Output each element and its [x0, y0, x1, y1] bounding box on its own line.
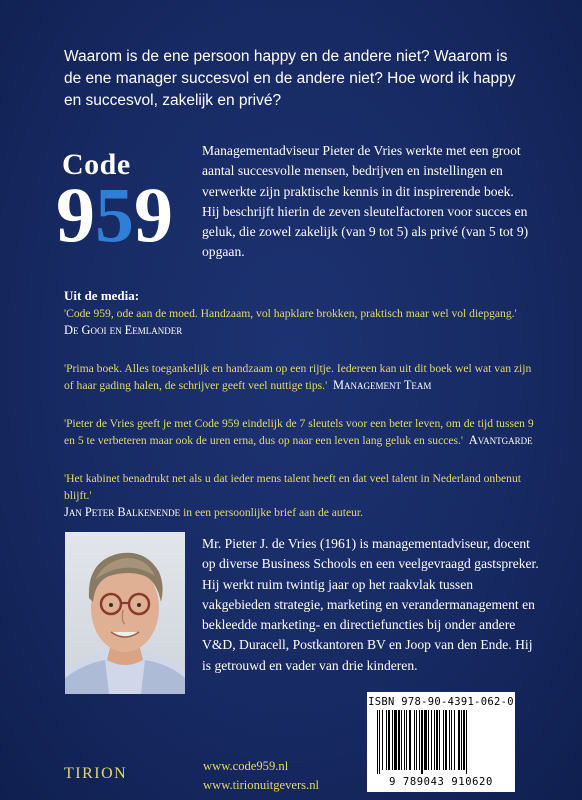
barcode-bar: [414, 710, 415, 770]
barcode-bar: [436, 710, 438, 770]
barcode-bar: [421, 710, 423, 774]
barcode-bar: [401, 710, 402, 770]
quote-text: [64, 415, 534, 449]
book-logo: [56, 148, 202, 258]
barcode-bar: [424, 710, 427, 770]
barcode-bar: [398, 710, 400, 770]
barcode-bar: [388, 710, 390, 770]
barcode-bar: [434, 710, 435, 770]
barcode-bar: [404, 710, 405, 770]
media-quote-block: [64, 305, 534, 339]
media-heading: Uit de media:: [64, 288, 140, 303]
intro-line: Waarom is de ene persoon happy en de andere niet? Waarom is: [64, 48, 508, 65]
website-links: [203, 757, 319, 795]
barcode-bar: [454, 710, 455, 770]
publisher-logo: TIRION: [64, 765, 128, 782]
barcode-bar: [382, 710, 383, 770]
quote-attribution: [64, 504, 534, 521]
barcode-bar: [392, 710, 393, 770]
logo-digit: 9: [134, 171, 173, 258]
quote-body: 'Prima boek. Alles toegankelijk en handzaam op een rijtje. Iedereen kan uit dit boek wel wat van zijn of haar gading halen, de schrijver geeft veel nuttige tips.': [64, 362, 532, 392]
logo-digit: 9: [56, 171, 95, 258]
barcode-bar: [394, 710, 397, 770]
isbn-number: ISBN 978-90-4391-062-0: [368, 696, 514, 708]
quote-source: Avantgarde: [468, 433, 533, 447]
quote-tail: in een persoonlijke brief aan de auteur.: [183, 506, 364, 519]
media-quote-block: [64, 360, 534, 394]
barcode-bar: [431, 710, 432, 770]
barcode-bar: [439, 710, 440, 770]
quote-text: 'Het kabinet benadrukt net als u dat ieder mens talent heeft en dat veel talent in Nederland onbenut blijft.': [64, 472, 521, 502]
barcode-bar: [451, 710, 452, 770]
book-description: Managementadviseur Pieter de Vries werkte met een groot aantal succesvolle mensen, bedrijven en instellingen en verwerkte zijn praktische kennis in dit inspirerende boek. Hij beschrijft hierin de zeven sleutelfactoren voor succes en geluk, die zowel zakelijk (van 9 tot 5) als privé (van 5 tot 9) opgaan.: [202, 143, 529, 260]
barcode-label: [367, 692, 515, 792]
media-quote-block: [64, 415, 534, 449]
intro-line: en succesvol, zakelijk en privé?: [64, 92, 282, 109]
barcode-bar: [409, 710, 411, 770]
barcode-bar: [386, 710, 387, 770]
barcode-bar: [449, 710, 450, 770]
quote-source: Management Team: [332, 378, 432, 392]
quote-source: Jan Peter Balkenende: [64, 505, 181, 519]
logo-number: [56, 171, 173, 258]
barcode-bar: [406, 710, 407, 770]
quote-body: 'Pieter de Vries geeft je met Code 959 eindelijk de 7 sleutels voor een beter leven, om de tijd tussen 9 en 5 te verbeteren maar ook de uren erna, dus op naar een leven lang geluk en succes.': [64, 417, 534, 447]
barcode-bar: [445, 710, 447, 770]
media-quote-block: [64, 470, 534, 521]
barcode-bar: [428, 710, 429, 770]
barcode-bar: [443, 710, 444, 770]
quote-source: De Gooi en Eemlander: [64, 323, 183, 337]
intro-text: [64, 46, 534, 112]
media-quotes: [64, 287, 534, 542]
quote-text: 'Code 959, ode aan de moed. Handzaam, vol hapklare brokken, praktisch maar wel vol diepgang.': [64, 307, 517, 320]
intro-line: de ene manager succesvol en de andere niet? Hoe word ik happy: [64, 70, 516, 87]
logo-digit-accent: 5: [95, 171, 134, 258]
quote-text: [64, 360, 534, 394]
author-portrait-image: [65, 532, 185, 694]
barcode-bar: [466, 710, 467, 774]
barcode-bar: [416, 710, 417, 770]
author-bio: Mr. Pieter J. de Vries (1961) is managementadviseur, docent op diverse Business Schools en een veelgevraagd gastspreker. Hij werkt ruim twintig jaar op het raakvlak tussen vakgebieden strategie, marketing en verandermanagement en bekleedde marketing- en directiefuncties bij onder andere V&D, Duracell, Postkantoren BV en Joop van den Ende. Hij is getrouwd en vader van drie kinderen.: [202, 536, 539, 673]
barcode-bar: [419, 710, 420, 770]
website-link[interactable]: www.tirionuitgevers.nl: [203, 778, 320, 792]
barcode-bar: [379, 710, 380, 774]
website-link[interactable]: www.code959.nl: [203, 759, 289, 773]
logo-word: Code: [62, 148, 131, 181]
ean-number: 9 789043 910620: [389, 776, 493, 788]
author-photo: [65, 532, 185, 694]
barcode-bar: [377, 710, 378, 774]
barcode-bar: [461, 710, 462, 770]
barcode-bar: [463, 710, 465, 770]
barcode-bar: [458, 710, 460, 770]
barcode-bars: [375, 710, 507, 774]
